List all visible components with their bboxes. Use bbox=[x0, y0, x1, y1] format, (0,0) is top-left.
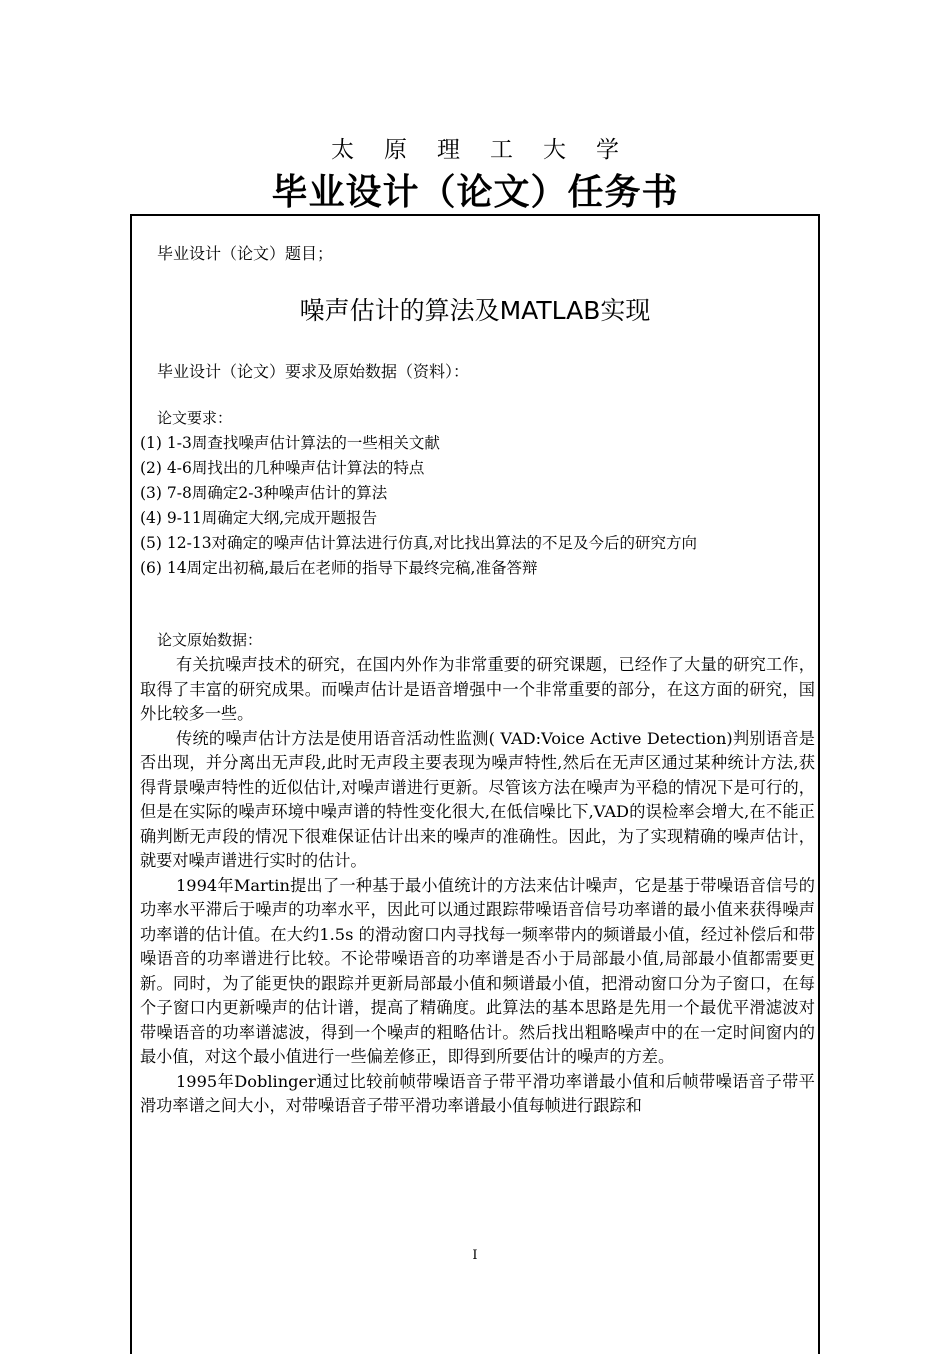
thesis-topic: 噪声估计的算法及MATLAB实现 bbox=[299, 296, 651, 325]
body-paragraph: 1994年Martin提出了一种基于最小值统计的方法来估计噪声，它是基于带噪语音信号的功率水平滞后于噪声的功率水平，因此可以通过跟踪带噪语音信号功率谱的最小值来获得噪声功率谱的估计值。在大约1.5s 的滑动窗口内寻找每一频率带内的频谱最小值，经过补偿后和带噪语音的功率谱进行比较。不论带噪语音的功率谱是否小于局部最小值,局部最小值都需要更新。同时，为了能更快的跟踪并更新局部最小值和频谱最小值，把滑动窗口分为子窗口，在每个子窗口内更新噪声的估计谱，提高了精确度。此算法的基本思路是先用一个最优平滑滤波对带噪语音的功率谱滤波，得到一个噪声的粗略估计。然后找出粗略噪声中的在一定时间窗内的最小值，对这个最小值进行一些偏差修正，即得到所要估计的噪声的方差。 bbox=[140, 875, 815, 1066]
requirement-item: (2) 4-6周找出的几种噪声估计算法的特点 bbox=[140, 459, 425, 477]
document-title: 毕业设计（论文）任务书 bbox=[271, 172, 679, 213]
university-name: 太原理工大学 bbox=[331, 137, 649, 163]
requirement-item: (1) 1-3周查找噪声估计算法的一些相关文献 bbox=[140, 434, 440, 452]
body-paragraph: 传统的噪声估计方法是使用语音活动性监测( VAD:Voice Active Detection)判别语音是否出现，并分离出无声段,此时无声段主要表现为噪声特性,然后在无声区通过某种统计方法,获得背景噪声特性的近似估计,对噪声谱进行更新。尽管该方法在噪声为平稳的情况下是可行的，但是在实际的噪声环境中噪声谱的特性变化很大,在低信噪比下,VAD的误检率会增大,在不能正确判断无声段的情况下很难保证估计出来的噪声的准确性。因此，为了实现精确的噪声估计，就要对噪声谱进行实时的估计。 bbox=[140, 728, 815, 870]
requirement-item: (5) 12-13对确定的噪声估计算法进行仿真,对比找出算法的不足及今后的研究方向 bbox=[140, 534, 697, 552]
requirement-item: (4) 9-11周确定大纲,完成开题报告 bbox=[140, 509, 378, 527]
requirement-item: (3) 7-8周确定2-3种噪声估计的算法 bbox=[140, 484, 388, 502]
requirements-list bbox=[140, 431, 815, 581]
original-data-body bbox=[140, 653, 815, 1119]
requirements-heading: 论文要求： bbox=[157, 409, 233, 427]
topic-label: 毕业设计（论文）题目； bbox=[157, 244, 334, 263]
body-paragraph: 1995年Doblinger通过比较前帧带噪语音子带平滑功率谱最小值和后帧带噪语音子带平滑功率谱之间大小，对带噪语音子带平滑功率谱最小值每帧进行跟踪和 bbox=[140, 1071, 815, 1115]
requirement-item: (6) 14周定出初稿,最后在老师的指导下最终完稿,准备答辩 bbox=[140, 559, 538, 577]
original-data-heading: 论文原始数据： bbox=[157, 631, 263, 649]
requirements-label: 毕业设计（论文）要求及原始数据（资料）： bbox=[157, 362, 470, 381]
page-number: I bbox=[472, 1248, 478, 1263]
body-paragraph: 有关抗噪声技术的研究，在国内外作为非常重要的研究课题，已经作了大量的研究工作，取得了丰富的研究成果。而噪声估计是语音增强中一个非常重要的部分，在这方面的研究，国外比较多一些。 bbox=[140, 655, 815, 723]
